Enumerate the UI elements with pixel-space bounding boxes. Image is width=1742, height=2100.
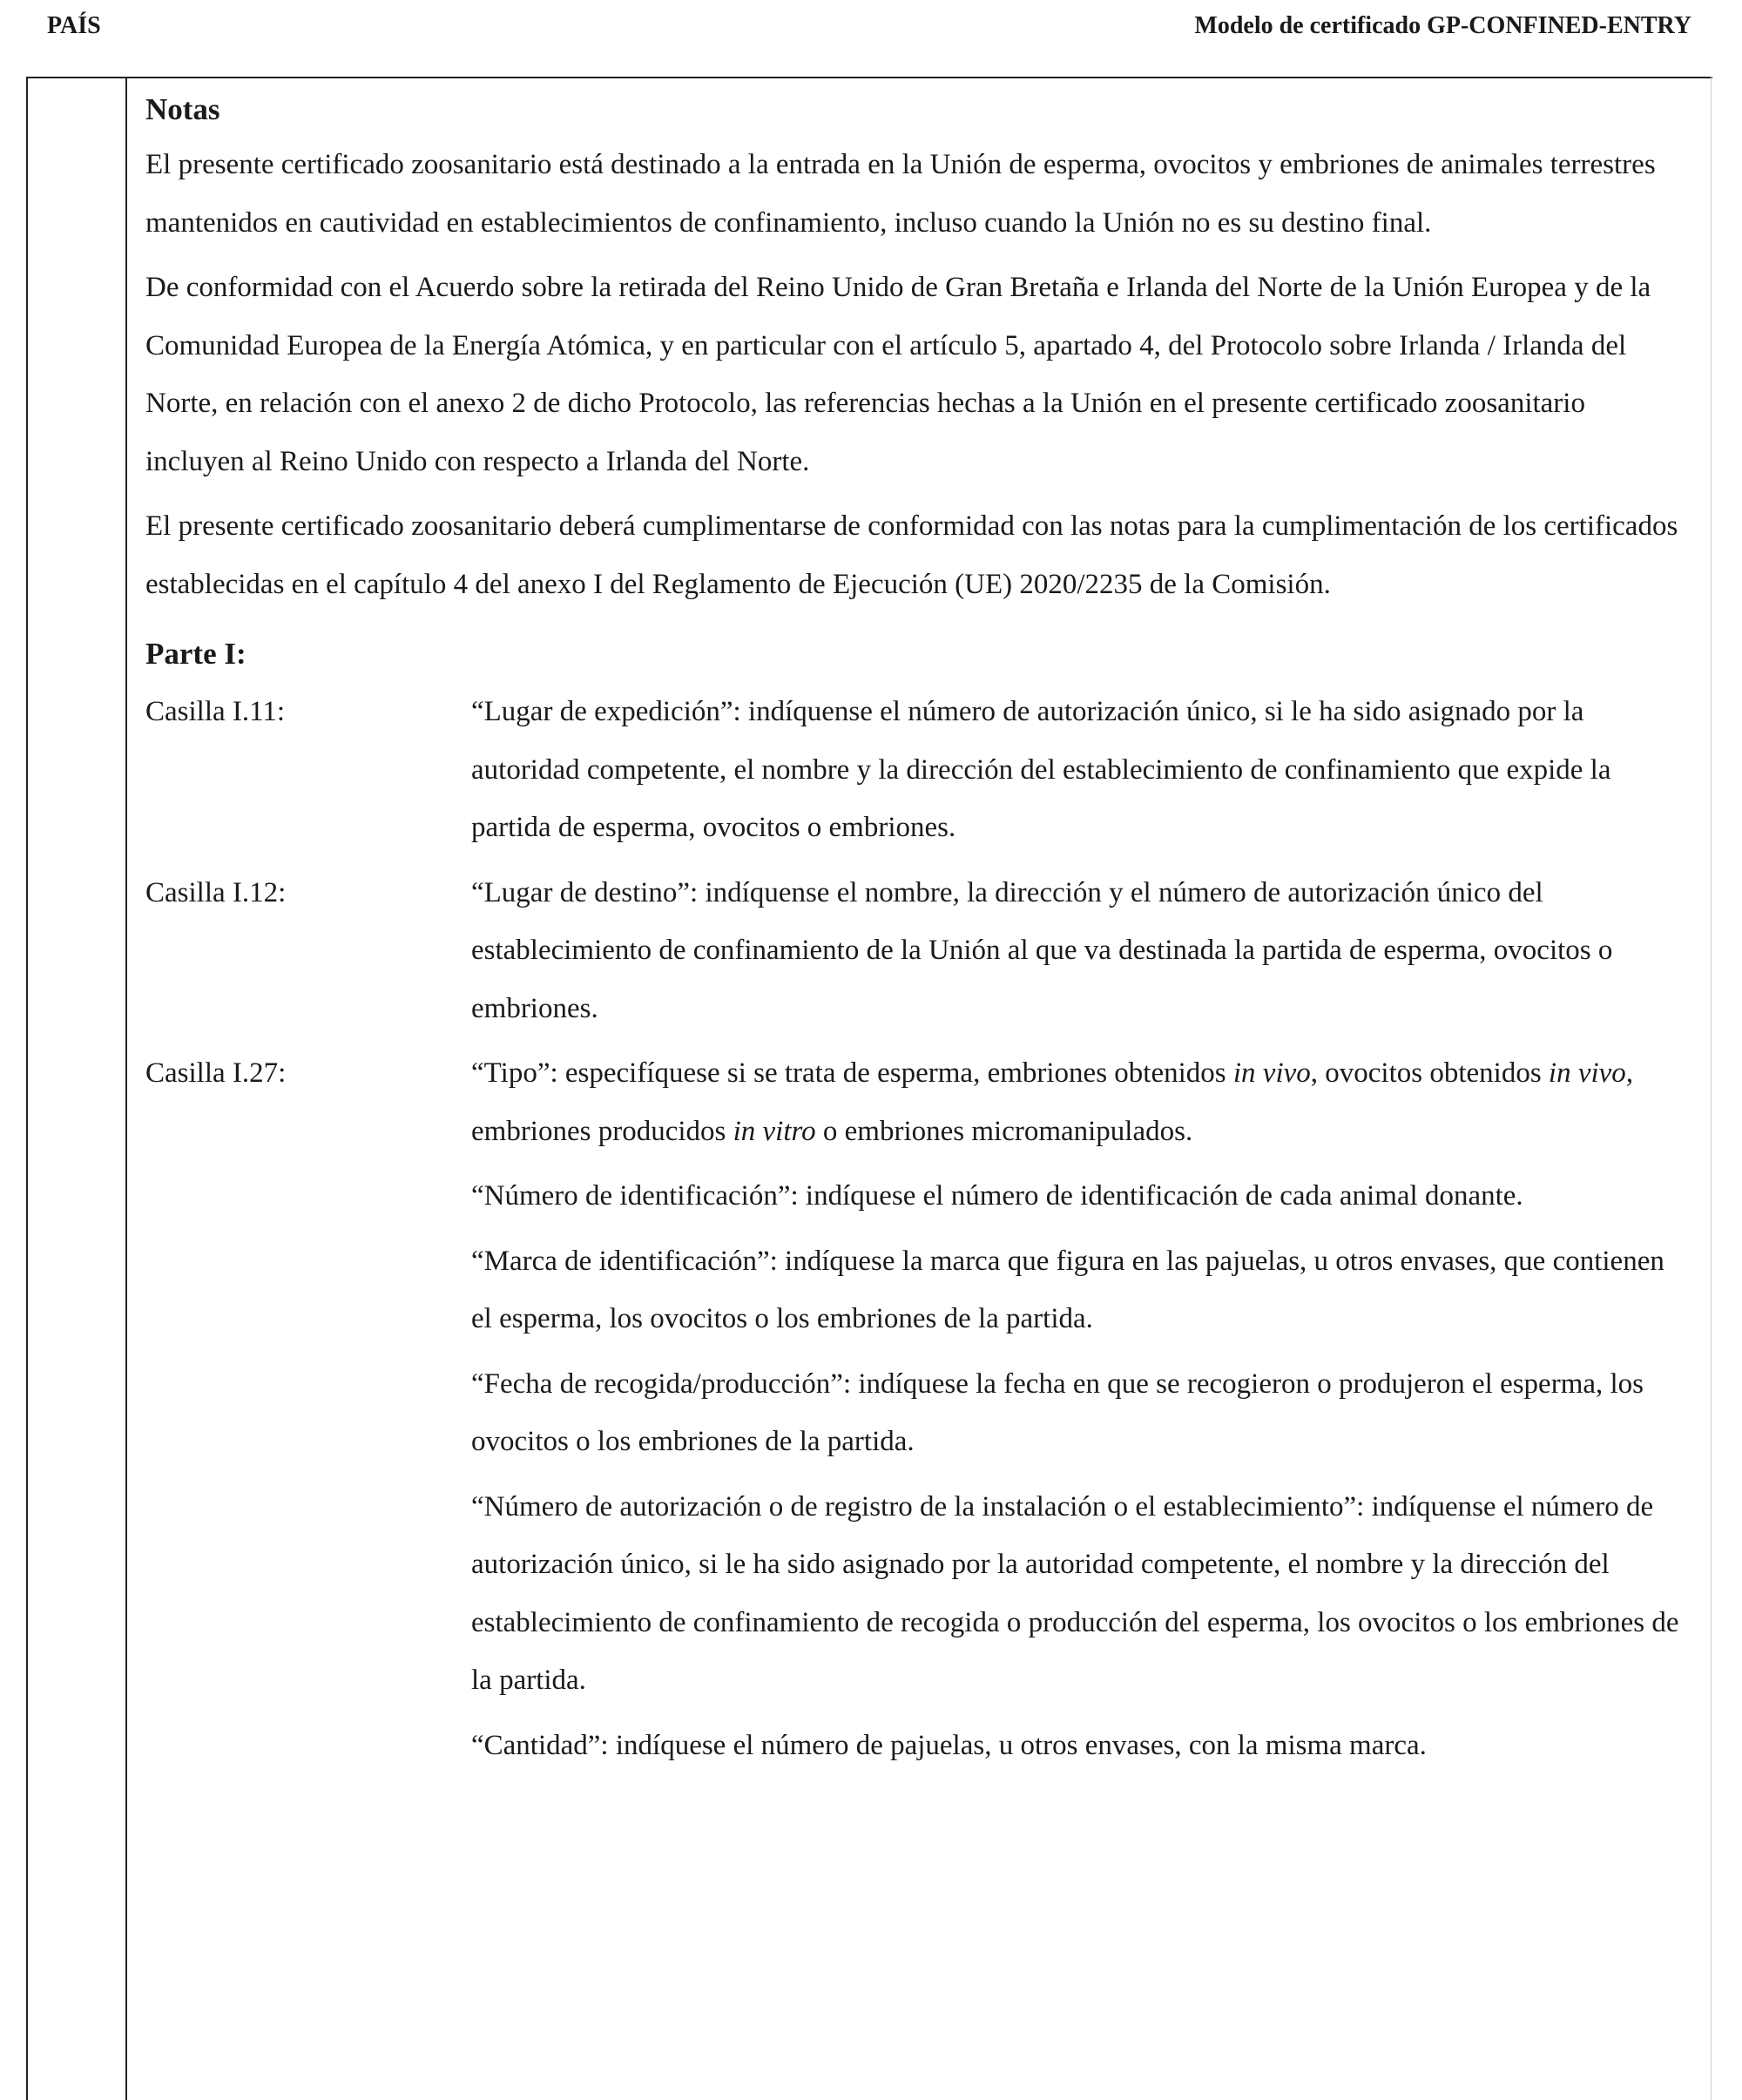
certificate-model-label: Modelo de certificado GP-CONFINED-ENTRY — [1194, 12, 1691, 39]
box-i12-label: Casilla I.12: — [145, 876, 287, 908]
notes-paragraph-1: El presente certificado zoosanitario está destinado a la entrada en la Unión de esperma, ovocitos y embriones de animales terrestres mantenidos en cautividad en establecimientos de confinamiento, incluso cuando la Unión no es su destino final. — [145, 149, 1656, 239]
country-label: PAÍS — [47, 12, 101, 39]
frame-left-border — [26, 77, 28, 2100]
box-i27-type-text: “Tipo”: especifíquese si se trata de esperma, embriones obtenidos in vivo, ovocitos obtenidos in vivo, embriones producidos in vitro o embriones micromanipulados. — [471, 1057, 1634, 1147]
frame-top-border — [26, 77, 1712, 78]
box-i27-approval-text: “Número de autorización o de registro de la instalación o el establecimiento”: indíquense el número de autorización único, si le ha sido asignado por la autoridad competente, el nombre y la dirección del establecimiento de confinamiento de recogida o producción del esperma, los ovocitos o los embriones de la partida. — [471, 1490, 1679, 1696]
box-i27-row — [145, 1044, 1687, 1781]
frame-right-border — [1711, 77, 1712, 2100]
box-i11-text: “Lugar de expedición”: indíquense el número de autorización único, si le ha sido asignado por la autoridad competente, el nombre y la dirección del establecimiento de confinamiento que expide la partida de esperma, ovocitos o embriones. — [471, 696, 1611, 843]
box-i11-row — [145, 683, 1687, 864]
frame-inner-border — [125, 77, 127, 2100]
box-i12-text: “Lugar de destino”: indíquense el nombre, la dirección y el número de autorización único del establecimiento de confinamiento de la Unión al que va destinada la partida de esperma, ovocitos o embriones. — [471, 876, 1613, 1024]
part-1-title: Parte I: — [145, 637, 246, 671]
box-i27-date-text: “Fecha de recogida/producción”: indíquese la fecha en que se recogieron o produjeron el esperma, los ovocitos o los embriones de la partida. — [471, 1367, 1644, 1457]
notes-section — [145, 84, 1687, 1781]
notes-paragraph-3: El presente certificado zoosanitario deberá cumplimentarse de conformidad con las notas para la cumplimentación de los certificados establecidas en el capítulo 4 del anexo I del Reglamento de Ejecución (UE) 2020/2235 de la Comisión. — [145, 510, 1678, 600]
box-i27-id-mark-text: “Marca de identificación”: indíquese la marca que figura en las pajuelas, u otros envases, que contienen el esperma, los ovocitos o los embriones de la partida. — [471, 1245, 1664, 1334]
box-i12-row — [145, 864, 1687, 1045]
notes-title: Notas — [145, 92, 220, 126]
notes-paragraph-2: De conformidad con el Acuerdo sobre la retirada del Reino Unido de Gran Bretaña e Irlanda del Norte de la Unión Europea y de la Comunidad Europea de la Energía Atómica, y en particular con el artículo 5, apartado 4, del Protocolo sobre Irlanda / Irlanda del Norte, en relación con el anexo 2 de dicho Protocolo, las referencias hechas a la Unión en el presente certificado zoosanitario incluyen al Reino Unido con respecto a Irlanda del Norte. — [145, 272, 1651, 477]
box-i27-quantity-text: “Cantidad”: indíquese el número de pajuelas, u otros envases, con la misma marca. — [471, 1729, 1427, 1761]
box-i27-id-number-text: “Número de identificación”: indíquese el número de identificación de cada animal donante. — [471, 1180, 1523, 1212]
box-i11-label: Casilla I.11: — [145, 696, 286, 727]
box-i27-label: Casilla I.27: — [145, 1057, 287, 1089]
